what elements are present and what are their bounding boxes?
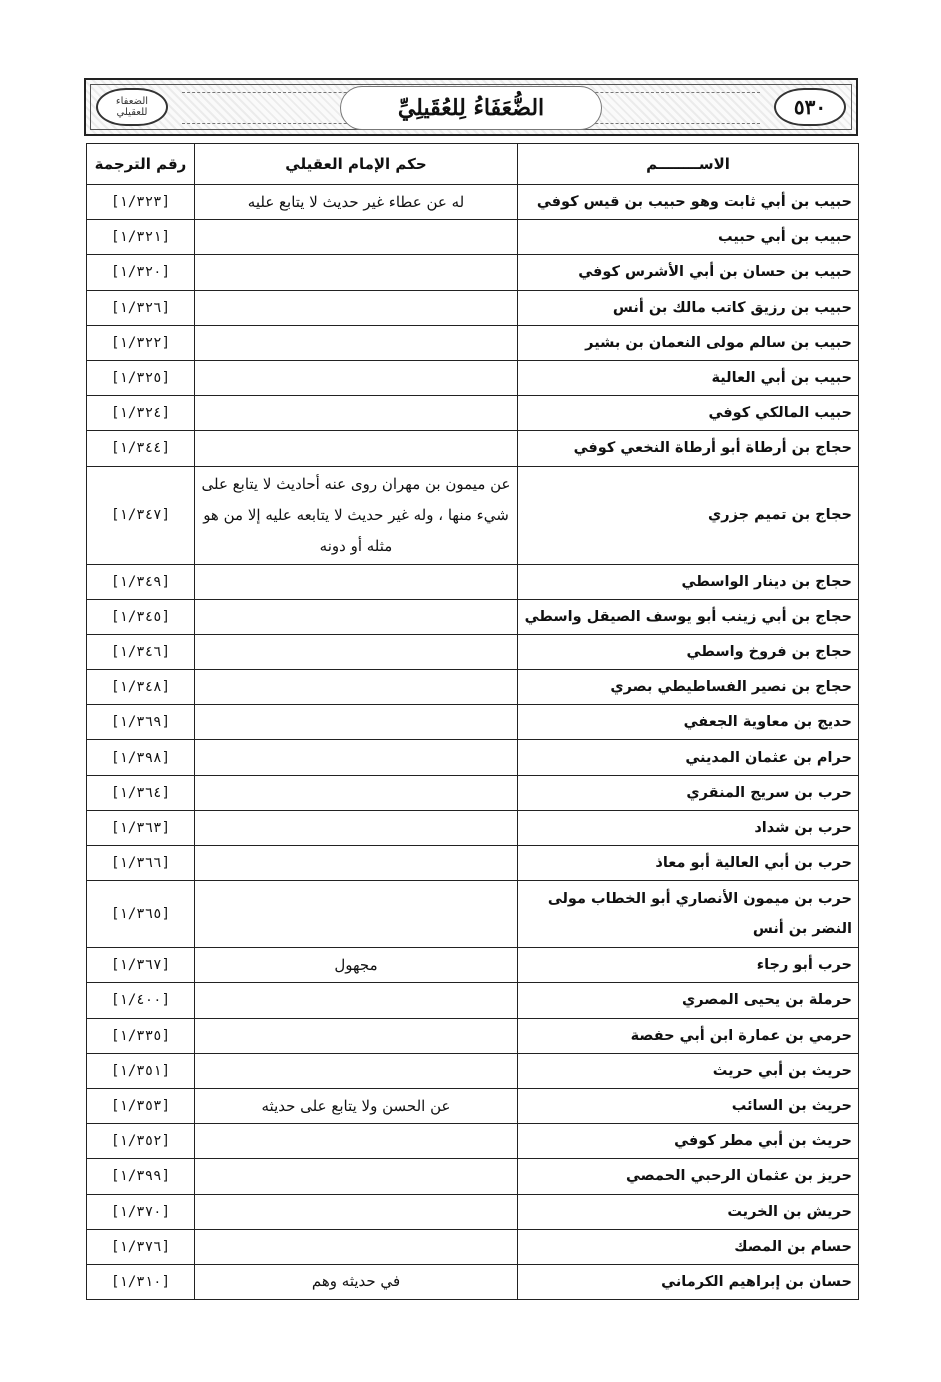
narrator-name: حريث بن أبي مطر كوفي [518,1124,859,1159]
table-row [87,185,859,220]
narrator-name: حرب بن شداد [518,810,859,845]
narrator-name: حريز بن عثمان الرحبي الحمصي [518,1159,859,1194]
ruling [195,396,518,431]
table-row [87,1159,859,1194]
entry-number: [١/٣١٠] [87,1264,195,1299]
table-row [87,1124,859,1159]
narrator-name: حسام بن المصك [518,1229,859,1264]
narrator-name: حبيب المالكي كوفي [518,396,859,431]
entry-number: [١/٣٦٦] [87,846,195,881]
entry-number: [١/٣٦٧] [87,948,195,983]
ruling [195,1053,518,1088]
narrator-name: حبيب بن أبي العالية [518,360,859,395]
column-header-number: رقم الترجمة [87,144,195,185]
entry-number: [١/٣٤٨] [87,670,195,705]
table-row [87,846,859,881]
narrator-name: حبيب بن سالم مولى النعمان بن بشير [518,325,859,360]
entry-number: [١/٣٢٦] [87,290,195,325]
page-header [84,78,858,136]
ruling [195,983,518,1018]
ruling [195,1194,518,1229]
narrator-name: حجاج بن فروخ واسطي [518,634,859,669]
ruling [195,431,518,466]
table-row [87,775,859,810]
emblem-line-1: الضعفاء [115,96,149,107]
table-row [87,1264,859,1299]
entry-number: [١/٣٢٠] [87,255,195,290]
entry-number: [١/٣٢٥] [87,360,195,395]
table-row [87,564,859,599]
ruling [195,325,518,360]
entry-number: [١/٣٩٨] [87,740,195,775]
ruling [195,846,518,881]
ruling [195,290,518,325]
ruling: مجهول [195,948,518,983]
table-row [87,255,859,290]
table-row [87,948,859,983]
ruling: عن ميمون بن مهران روى عنه أحاديث لا يتابع على شيء منها ، وله غير حديث لا يتابعه عليه إلا من هو مثله أو دونه [195,466,518,564]
table-row [87,325,859,360]
entry-number: [١/٣٦٤] [87,775,195,810]
entry-number: [١/٣٢٢] [87,325,195,360]
table-header-row [87,144,859,185]
entry-number: [١/٣٦٥] [87,881,195,948]
ruling [195,705,518,740]
entry-number: [١/٣٥٣] [87,1088,195,1123]
table-row [87,1194,859,1229]
narrator-name: حريش بن الخريت [518,1194,859,1229]
ruling [195,881,518,948]
narrator-name: حريث بن أبي حريث [518,1053,859,1088]
table-row [87,220,859,255]
narrator-name: حبيب بن رزيق كاتب مالك بن أنس [518,290,859,325]
narrator-name: حجاج بن أرطاة أبو أرطاة النخعي كوفي [518,431,859,466]
book-emblem [96,88,168,126]
table-row [87,1088,859,1123]
narrator-name: حريث بن السائب [518,1088,859,1123]
ruling: له عن عطاء غير حديث لا يتابع عليه [195,185,518,220]
ruling [195,255,518,290]
table-row [87,670,859,705]
ruling: في حديثه وهم [195,1264,518,1299]
book-title: الضُّعَفَاءُ لِلعُقَيلِيِّ [340,86,602,130]
narrator-name: حبيب بن حسان بن أبي الأشرس كوفي [518,255,859,290]
ruling [195,360,518,395]
narrator-name: حرب أبو رجاء [518,948,859,983]
narrator-name: حجاج بن تميم جزري [518,466,859,564]
ruling [195,810,518,845]
ruling [195,1229,518,1264]
narrator-name: حجاج بن دينار الواسطي [518,564,859,599]
column-header-ruling: حكم الإمام العقيلي [195,144,518,185]
narrator-name: حرملة بن يحيى المصري [518,983,859,1018]
column-header-name: الاســــــــم [518,144,859,185]
entry-number: [١/٣٤٧] [87,466,195,564]
ruling: عن الحسن ولا يتابع على حديثه [195,1088,518,1123]
table-row [87,634,859,669]
table-row [87,810,859,845]
narrator-name: حرمي بن عمارة ابن أبي حفصة [518,1018,859,1053]
table-row [87,466,859,564]
entry-number: [١/٣٩٩] [87,1159,195,1194]
ruling [195,564,518,599]
entry-number: [١/٤٠٠] [87,983,195,1018]
entry-number: [١/٣٤٦] [87,634,195,669]
table-row [87,396,859,431]
ruling [195,1124,518,1159]
table-row [87,740,859,775]
emblem-line-2: للعقيلي [116,107,148,118]
entry-number: [١/٣٤٤] [87,431,195,466]
narrator-name: حرب بن سريج المنقري [518,775,859,810]
table-row [87,290,859,325]
narrator-name: حديج بن معاوية الجعفي [518,705,859,740]
table-row [87,705,859,740]
ruling [195,634,518,669]
table-row [87,983,859,1018]
entry-number: [١/٣٥٢] [87,1124,195,1159]
table-row [87,1053,859,1088]
narrator-name: حبيب بن أبي حبيب [518,220,859,255]
entry-number: [١/٣٢٣] [87,185,195,220]
page-number: ٥٣٠ [793,95,827,119]
narrator-name: حرب بن أبي العالية أبو معاذ [518,846,859,881]
narrator-name: حجاج بن نصير الفساطيطي بصري [518,670,859,705]
entry-number: [١/٣٢٤] [87,396,195,431]
entry-number: [١/٣٦٣] [87,810,195,845]
table-row [87,881,859,948]
entry-number: [١/٣٧٦] [87,1229,195,1264]
narrator-name: حرام بن عثمان المديني [518,740,859,775]
ruling [195,599,518,634]
table-row [87,1229,859,1264]
entry-number: [١/٣٦٩] [87,705,195,740]
table-row [87,1018,859,1053]
entry-number: [١/٣٤٥] [87,599,195,634]
ruling [195,670,518,705]
narrator-name: حبيب بن أبي ثابت وهو حبيب بن قيس كوفي [518,185,859,220]
ruling [195,775,518,810]
table-row [87,360,859,395]
table-row [87,599,859,634]
narrator-name: حجاج بن أبي زينب أبو يوسف الصيقل واسطي [518,599,859,634]
ruling [195,1018,518,1053]
page-number-badge [774,88,846,126]
ruling [195,220,518,255]
entry-number: [١/٣٥١] [87,1053,195,1088]
narrator-name: حرب بن ميمون الأنصاري أبو الخطاب مولى النضر بن أنس [518,881,859,948]
ruling [195,1159,518,1194]
ruling [195,740,518,775]
entry-number: [١/٣٤٩] [87,564,195,599]
table-row [87,431,859,466]
entry-number: [١/٣٣٥] [87,1018,195,1053]
entry-number: [١/٣٢١] [87,220,195,255]
entry-number: [١/٣٧٠] [87,1194,195,1229]
narrators-table [86,143,859,1300]
narrator-name: حسان بن إبراهيم الكرماني [518,1264,859,1299]
